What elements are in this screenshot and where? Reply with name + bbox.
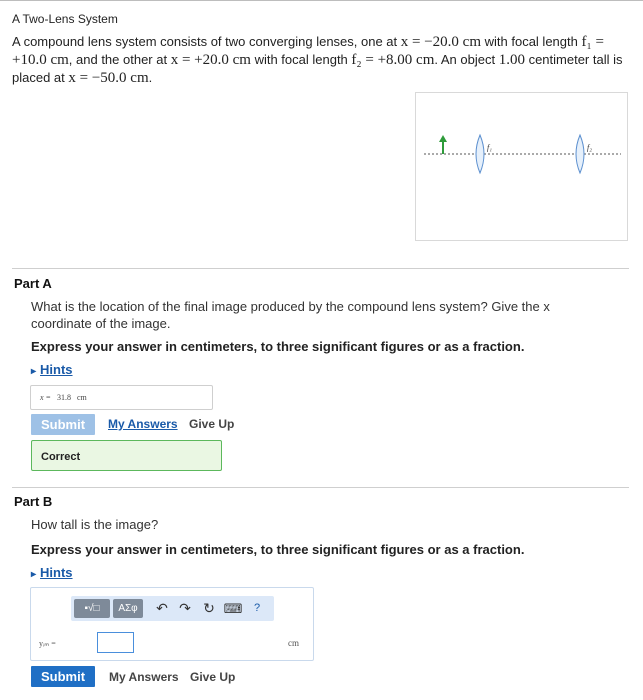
part-b-hints-link[interactable]: ▸ Hints bbox=[31, 565, 73, 580]
part-a-hints-link[interactable]: ▸ Hints bbox=[31, 362, 73, 377]
lens2-label: f₂ bbox=[587, 143, 593, 152]
keyboard-icon[interactable]: ⌨ bbox=[223, 601, 243, 616]
part-a-give-up-link[interactable]: Give Up bbox=[189, 417, 235, 431]
lens-diagram bbox=[415, 92, 628, 241]
lens-diagram-svg bbox=[416, 93, 627, 240]
part-a-instruction: Express your answer in centimeters, to three significant figures or as a fraction. bbox=[31, 339, 525, 354]
object-position: x = −50.0 cm bbox=[68, 70, 149, 86]
part-a-feedback-correct: Correct bbox=[31, 440, 222, 471]
templates-button[interactable]: ▪√□ bbox=[74, 599, 110, 618]
lens1-label: f₁ bbox=[487, 143, 493, 152]
top-divider bbox=[0, 0, 643, 1]
lens2-shape bbox=[576, 135, 584, 173]
part-b-title: Part B bbox=[14, 494, 53, 509]
expand-caret-icon: ▸ bbox=[31, 366, 37, 377]
lens1-position: x = −20.0 cm bbox=[400, 34, 482, 50]
redo-icon[interactable]: ↷ bbox=[179, 600, 191, 616]
part-b-give-up-link[interactable]: Give Up bbox=[190, 670, 236, 684]
part-a-question: What is the location of the final image produced by the compound lens system? Give the x coordinate of the image. bbox=[31, 299, 550, 331]
math-toolbar bbox=[71, 596, 274, 621]
reset-icon[interactable]: ↻ bbox=[203, 600, 215, 616]
expand-caret-icon: ▸ bbox=[31, 569, 37, 580]
part-b-divider bbox=[12, 487, 629, 488]
part-b-instruction: Express your answer in centimeters, to three significant figures or as a fraction. bbox=[31, 542, 525, 557]
lens2-position: x = +20.0 cm bbox=[170, 52, 251, 68]
lens1-focal-length: f₁ = +10.0 cm bbox=[12, 34, 604, 68]
part-b-answer-input[interactable] bbox=[97, 632, 134, 653]
part-b-answer-unit: cm bbox=[288, 638, 299, 648]
part-b-submit-button[interactable]: Submit bbox=[31, 666, 95, 687]
part-a-my-answers-link[interactable]: My Answers bbox=[108, 417, 178, 431]
help-icon[interactable]: ? bbox=[253, 602, 261, 614]
part-a-answer-field[interactable] bbox=[30, 385, 213, 410]
object-arrowhead bbox=[439, 135, 447, 142]
part-b-my-answers-link[interactable]: My Answers bbox=[109, 670, 179, 684]
lens1-shape bbox=[476, 135, 484, 173]
lens2-focal-length: f₂ = +8.00 cm bbox=[351, 52, 435, 68]
part-b-answer-panel bbox=[30, 587, 314, 661]
part-a-divider bbox=[12, 268, 629, 269]
problem-title: A Two-Lens System bbox=[12, 12, 118, 26]
part-a-answer-value: 31.8 bbox=[56, 393, 71, 402]
greek-symbols-button[interactable]: AΣφ bbox=[113, 599, 143, 618]
problem-statement: A compound lens system consists of two converging lenses, one at x = −20.0 cm with focal length f₁ = +10.0 cm, and the other at x = +20.0 cm with focal length f₂ = +8.00 cm. An object 1.00 centimeter tall is placed at x = −50.0 cm. bbox=[12, 34, 623, 86]
part-a-answer-unit: cm bbox=[76, 393, 87, 402]
object-height: 1.00 bbox=[498, 52, 525, 68]
part-a-submit-button[interactable]: Submit bbox=[31, 414, 95, 435]
undo-icon[interactable]: ↶ bbox=[156, 600, 168, 616]
part-a-answer-variable: x = bbox=[40, 393, 51, 402]
part-a-title: Part A bbox=[14, 276, 52, 291]
part-b-question: How tall is the image? bbox=[31, 517, 159, 532]
part-b-answer-variable: yᵢₘ = bbox=[39, 639, 56, 648]
